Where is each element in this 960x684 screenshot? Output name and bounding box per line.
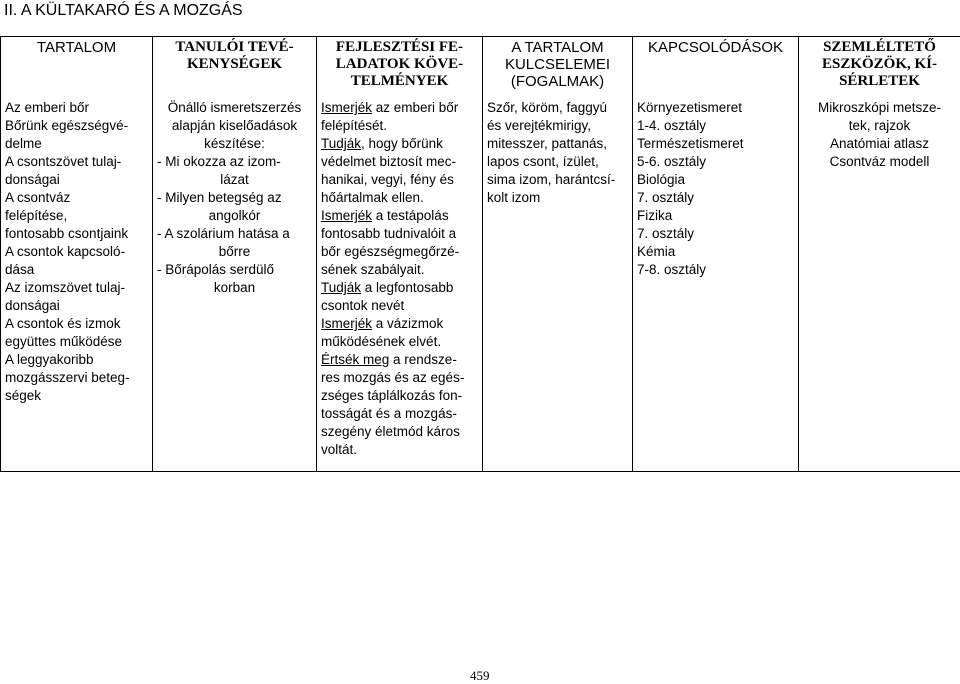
fejlesztesi-line — [321, 297, 478, 315]
line-text: fontosabb tudnivalóit a — [321, 226, 456, 241]
underlined-verb: Ismerjék — [321, 208, 372, 223]
tanuloi-line: - A szolárium hatása a — [157, 225, 312, 243]
fejlesztesi-line — [321, 207, 478, 225]
kapcsolodasok-line: 7. osztály — [637, 189, 794, 207]
kulcselemek-line: mitesszer, pattanás, — [487, 135, 628, 153]
line-text: zséges táplálkozás fon- — [321, 388, 462, 403]
szemlelteto-line: tek, rajzok — [803, 117, 956, 135]
tartalom-line: felépítése, — [5, 207, 148, 225]
fejlesztesi-line — [321, 225, 478, 243]
szemlelteto-line: Mikroszkópi metsze- — [803, 99, 956, 117]
page-title: II. A KÜLTAKARÓ ÉS A MOZGÁS — [4, 2, 243, 20]
header-tanuloi-tevekenysegek — [153, 37, 317, 98]
line-text: szegény életmód káros — [321, 424, 460, 439]
cell-fejlesztesi-feladatok — [317, 97, 483, 472]
underlined-verb: Értsék meg — [321, 352, 389, 367]
header-kapcsolodasok — [633, 37, 799, 98]
line-text: működésének elvét. — [321, 334, 441, 349]
header-line: LADATOK KÖVE- — [321, 56, 478, 73]
fejlesztesi-line — [321, 189, 478, 207]
fejlesztesi-line — [321, 369, 478, 387]
kapcsolodasok-line: 7. osztály — [637, 225, 794, 243]
curriculum-table — [0, 36, 960, 472]
tartalom-line: fontosabb csontjaink — [5, 225, 148, 243]
line-text: hőártalmak ellen. — [321, 190, 424, 205]
fejlesztesi-line — [321, 261, 478, 279]
line-text: védelmet biztosít mec- — [321, 154, 456, 169]
cell-kapcsolodasok — [633, 97, 799, 472]
cell-tartalom — [1, 97, 153, 472]
tartalom-line: Az izomszövet tulaj- — [5, 279, 148, 297]
line-text: hanikai, vegyi, fény és — [321, 172, 454, 187]
fejlesztesi-line — [321, 117, 478, 135]
underlined-verb: Ismerjék — [321, 316, 372, 331]
header-line: KULCSELEMEI — [487, 56, 628, 73]
header-fejlesztesi-feladatok — [317, 37, 483, 98]
underlined-verb: Tudják — [321, 136, 361, 151]
header-line: A TARTALOM — [487, 39, 628, 56]
fejlesztesi-line — [321, 135, 478, 153]
line-text: bőr egészségmegőrzé- — [321, 244, 459, 259]
line-text: voltát. — [321, 442, 357, 457]
tartalom-line: A csontok kapcsoló- — [5, 243, 148, 261]
tartalom-line: A leggyakoribb — [5, 351, 148, 369]
line-text: sének szabályait. — [321, 262, 425, 277]
cell-tanuloi-tevekenysegek — [153, 97, 317, 472]
kapcsolodasok-line: Kémia — [637, 243, 794, 261]
underlined-verb: Tudják — [321, 280, 361, 295]
tartalom-line: A csontszövet tulaj- — [5, 153, 148, 171]
header-tartalom — [1, 37, 153, 98]
fejlesztesi-line — [321, 315, 478, 333]
line-text: res mozgás és az egés- — [321, 370, 464, 385]
tartalom-line: donságai — [5, 171, 148, 189]
line-text: a rendsze- — [389, 352, 457, 367]
kapcsolodasok-line: Biológia — [637, 171, 794, 189]
tartalom-line: A csontok és izmok — [5, 315, 148, 333]
kapcsolodasok-line: 1-4. osztály — [637, 117, 794, 135]
kapcsolodasok-line: Természetismeret — [637, 135, 794, 153]
header-line: ESZKÖZÖK, KÍ- — [803, 56, 956, 73]
page-number: 459 — [470, 668, 490, 684]
header-line: KAPCSOLÓDÁSOK — [637, 39, 794, 56]
kulcselemek-line: és verejtékmirigy, — [487, 117, 628, 135]
header-row — [1, 37, 960, 98]
header-line: SÉRLETEK — [803, 73, 956, 90]
fejlesztesi-line — [321, 333, 478, 351]
kapcsolodasok-line: 7-8. osztály — [637, 261, 794, 279]
header-line: KENYSÉGEK — [157, 56, 312, 73]
tanuloi-line: korban — [157, 279, 312, 297]
tanuloi-line: lázat — [157, 171, 312, 189]
fejlesztesi-line — [321, 387, 478, 405]
cell-szemlelteto-eszkozok — [799, 97, 960, 472]
line-text: a legfontosabb — [361, 280, 453, 295]
kulcselemek-line: sima izom, harántcsí- — [487, 171, 628, 189]
szemlelteto-line: Csontváz modell — [803, 153, 956, 171]
header-line: SZEMLÉLTETŐ — [803, 39, 956, 56]
tanuloi-line: Önálló ismeretszerzés — [157, 99, 312, 117]
header-line: TARTALOM — [5, 39, 148, 56]
tartalom-line: delme — [5, 135, 148, 153]
kulcselemek-line: kolt izom — [487, 189, 628, 207]
fejlesztesi-line — [321, 441, 478, 459]
tartalom-line: A csontváz — [5, 189, 148, 207]
tanuloi-line: alapján kiselőadások — [157, 117, 312, 135]
tanuloi-line: készítése: — [157, 135, 312, 153]
tartalom-line: dása — [5, 261, 148, 279]
tartalom-line: donságai — [5, 297, 148, 315]
header-line: TANULÓI TEVÉ- — [157, 39, 312, 56]
underlined-verb: Ismerjék — [321, 100, 372, 115]
fejlesztesi-line — [321, 243, 478, 261]
line-text: felépítését. — [321, 118, 387, 133]
line-text: a vázizmok — [372, 316, 443, 331]
fejlesztesi-line — [321, 153, 478, 171]
kulcselemek-line: Szőr, köröm, faggyú — [487, 99, 628, 117]
fejlesztesi-line — [321, 99, 478, 117]
tartalom-line: együttes működése — [5, 333, 148, 351]
line-text: , hogy bőrünk — [361, 136, 443, 151]
tartalom-line: Bőrünk egészségvé- — [5, 117, 148, 135]
line-text: az emberi bőr — [372, 100, 458, 115]
header-line: FEJLESZTÉSI FE- — [321, 39, 478, 56]
header-szemlelteto-eszkozok — [799, 37, 960, 98]
kapcsolodasok-line: Környezetismeret — [637, 99, 794, 117]
tartalom-line: Az emberi bőr — [5, 99, 148, 117]
tanuloi-line: angolkór — [157, 207, 312, 225]
fejlesztesi-line — [321, 171, 478, 189]
tanuloi-line: bőrre — [157, 243, 312, 261]
header-line: TELMÉNYEK — [321, 73, 478, 90]
tartalom-line: mozgásszervi beteg- — [5, 369, 148, 387]
tartalom-line: ségek — [5, 387, 148, 405]
fejlesztesi-line — [321, 351, 478, 369]
kapcsolodasok-line: 5-6. osztály — [637, 153, 794, 171]
line-text: a testápolás — [372, 208, 449, 223]
cell-kulcselemek — [483, 97, 633, 472]
szemlelteto-line: Anatómiai atlasz — [803, 135, 956, 153]
line-text: csontok nevét — [321, 298, 404, 313]
content-row — [1, 97, 960, 472]
kulcselemek-line: lapos csont, ízület, — [487, 153, 628, 171]
kapcsolodasok-line: Fizika — [637, 207, 794, 225]
tanuloi-line: - Mi okozza az izom- — [157, 153, 312, 171]
line-text: tosságát és a mozgás- — [321, 406, 457, 421]
fejlesztesi-line — [321, 405, 478, 423]
tanuloi-line: - Milyen betegség az — [157, 189, 312, 207]
header-line: (FOGALMAK) — [487, 73, 628, 90]
header-tartalom-kulcselemei — [483, 37, 633, 98]
fejlesztesi-line — [321, 279, 478, 297]
tanuloi-line: - Bőrápolás serdülő — [157, 261, 312, 279]
fejlesztesi-line — [321, 423, 478, 441]
